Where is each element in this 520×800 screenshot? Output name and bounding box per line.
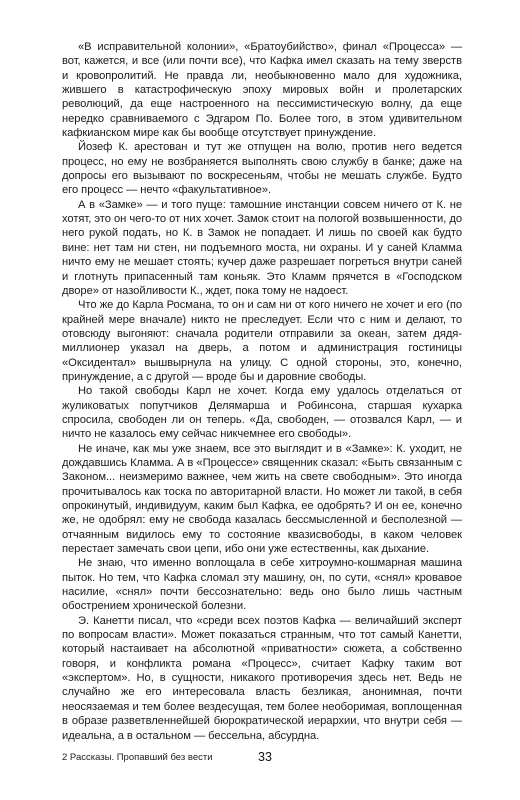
signature-footer-note: 2 Рассказы. Пропавший без вести xyxy=(62,752,213,763)
paragraph-8: Э. Канетти писал, что «среди всех поэтов Кафка — величайший эксперт по вопросам власти». Может показаться странным, что тот самый Канетти, который настаивает на абсолютной «приватности» сюжета, а собственно говоря, и конфликта романа «Процесс», считает Кафку таким вот «экспертом». Но, в сущности, никакого противоречия здесь нет. Ведь не случайно же его интересовала власть безликая, анонимная, почти неосязаемая и тем более вездесущая, тем более необоримая, воплощенная в образе разветвленнейшей бюрократической иерархии, что внутри себя — идеальна, а в остальном — бессельна, абсурдна. xyxy=(62,614,462,742)
paragraph-7: Не знаю, что именно воплощала в себе хитроумно-кошмарная машина пыток. Но тем, что Кафка сломал эту машину, он, по сути, «снял» кровавое насилие, «снял» почти бессознательно: ведь оно было лишь частным обострением хронической болезни. xyxy=(62,557,462,613)
paragraph-3: А в «Замке» — и того пуще: тамошние инстанции совсем ничего от К. не хотят, это он чего-то от них хочет. Замок стоит на пологой возвышенности, до него рукой подать, но К. в Замок не попадает. И лишь по своей как будто вине: нет там ни стен, ни подъемного моста, ни охраны. И у саней Кламма ничто ему не мешает стоять; кучер даже разрешает погреться внутри саней и глотнуть припасенный там коньяк. Это Кламм прячется в «Господском дворе» от назойливости К., ждет, пока тому не надоест. xyxy=(62,198,462,297)
paragraph-6: Не иначе, как мы уже знаем, все это выглядит и в «Замке»: К. уходит, не дождавшись Кламма. А в «Процессе» священник сказал: «Быть связанным с Законом... неизмеримо важнее, чем жить на свете свободным». Это иногда прочитывалось как тоска по авторитарной власти. Но может ли такой, в себя опрокинутый, индивидуум, каким был Кафка, ее одобрять? И он ее, конечно же, не одобрял: ему не свобода казалась бессмысленной и бесполезной — отчаянным видилось ему то состояние квазисвободы, в каком человек перестает замечать свои цепи, ибо они уже естественны, как дыхание. xyxy=(62,442,462,556)
paragraph-2: Йозеф К. арестован и тут же отпущен на волю, против него ведется процесс, но ему не возбраняется выполнять свою службу в банке; даже на допросы его вызывают по воскресеньям, чтобы не мешать службе. Будто его процесс — нечто «факультативное». xyxy=(62,141,462,197)
body-text xyxy=(62,40,462,743)
paragraph-1: «В исправительной колонии», «Братоубийство», финал «Процесса» — вот, кажется, и все (или почти все), что Кафка имел сказать на тему зверств и кровопролитий. Не правда ли, необыкновенно мало для художника, жившего в катастрофическую эпоху мировых войн и пролетарских революций, да еще настроенного на пессимистическую волну, да еще нередко сравниваемого с Эдгаром По. Более того, в этом удивительном кафкианском мире как бы вообще отсутствует принуждение. xyxy=(62,41,462,140)
paragraph-5: Но такой свободы Карл не хочет. Когда ему удалось отделаться от жуликоватых попутчиков Делямарша и Робинсона, старшая кухарка спросила, свободен ли он теперь. «Да, свободен, — отозвался Карл, — и ничто не казалось ему сейчас никчемнее его свободы». xyxy=(62,385,462,441)
page-number: 33 xyxy=(258,750,272,764)
paragraph-4: Что же до Карла Росмана, то он и сам ни от кого ничего не хочет и его (по крайней мере вначале) никто не преследует. Если что с ним и делают, то отовсюду выгоняют: сначала родители отправили за океан, затем дядя-миллионер указал на дверь, а потом и администрация гостиницы «Оксидентал» вышвырнула на улицу. С одной стороны, это, конечно, принуждение, а с другой — вроде бы и даровние свободы. xyxy=(62,299,462,383)
